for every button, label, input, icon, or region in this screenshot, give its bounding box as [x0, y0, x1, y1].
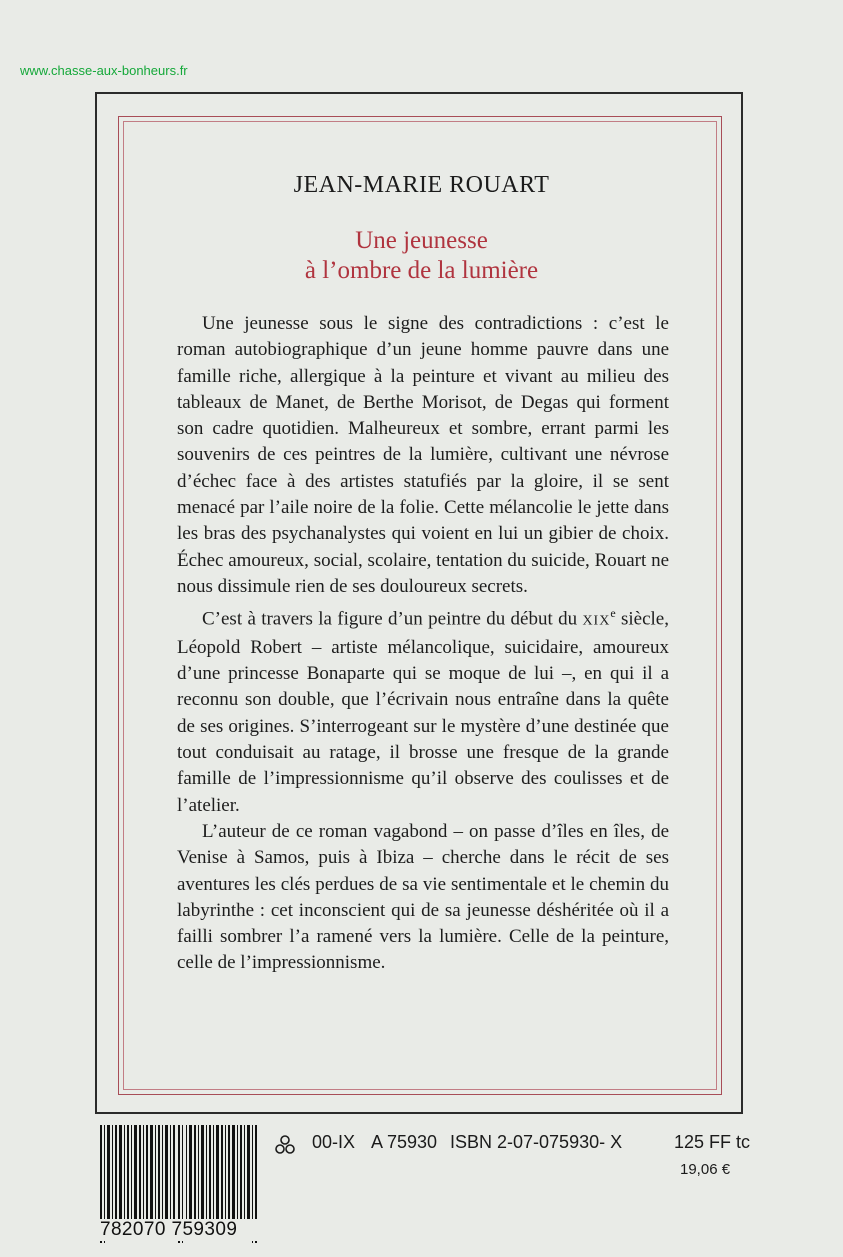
reference-code: A 75930 [371, 1132, 438, 1152]
price-euros: 19,06 € [680, 1161, 731, 1178]
publisher-logo-icon [273, 1133, 297, 1157]
blurb-p2-start: C’est à travers la figure d’un peintre du début du [202, 608, 583, 630]
blurb-paragraph-1: Une jeunesse sous le signe des contradictions : c’est le roman autobiographique d’un jeune homme pauvre dans une famille riche, allergique à la peinture et vivant au milieu des tableaux de Manet, de Berthe Morisot, de Degas qui forment son cadre quotidien. Malheureux et sombre, errant parmi les souvenirs de ces peintres de la lumière, cultivant une névrose d’échec face à des artistes statufiés par la gloire, il se sent menacé par l’aile noire de la folie. Cette mélancolie le jette dans les bras des psychanalystes qui voient en lui un gibier de choix. Échec amoureux, social, scolaire, tentation du suicide, Rouart ne nous dissimule rien de ses douloureux secrets. [177, 313, 669, 597]
book-title [0, 226, 843, 286]
author-name: JEAN-MARIE ROUART [293, 172, 550, 198]
blurb-paragraph-2 [177, 600, 669, 819]
blurb-paragraph-3: L’auteur de ce roman vagabond – on passe d’îles en îles, de Venise à Samos, puis à Ibiza – cherche dans le récit de ses aventures les clés perdues de sa vie sentimentale et le chemin du labyrinthe : cet inconscient qui de sa jeunesse déshéritée où il a failli sombrer l’a ramené vers la lumière. Celle de la peinture, celle de l’impressionnisme. [177, 820, 669, 974]
price-francs: 125 FF tc [674, 1132, 751, 1152]
book-title-line-1: Une jeunesse [355, 227, 488, 254]
blurb [177, 311, 669, 977]
century-numeral: XIX [582, 613, 611, 629]
isbn: ISBN 2-07-075930- X [450, 1132, 623, 1152]
blurb-p2-rest: siècle, Léopold Robert – artiste mélancolique, suicidaire, amoureux d’une princesse Bonaparte qui se moque de lui –, en qui il a reconnu son double, que l’écrivain nous entraîne dans la quête de ses origines. S’interrogeant sur le mystère d’une destinée que tout conduisait au ratage, il brosse une fresque de la grande famille de l’impressionnisme qu’il observe des coulisses et de l’atelier. [177, 608, 669, 816]
collection-code: 00-IX [312, 1132, 356, 1152]
century-superscript: e [610, 606, 616, 621]
barcode-digits: 782070 759309 [98, 1219, 260, 1241]
book-title-line-2: à l’ombre de la lumière [304, 257, 539, 284]
watermark-url: www.chasse-aux-bonheurs.fr [20, 63, 188, 78]
